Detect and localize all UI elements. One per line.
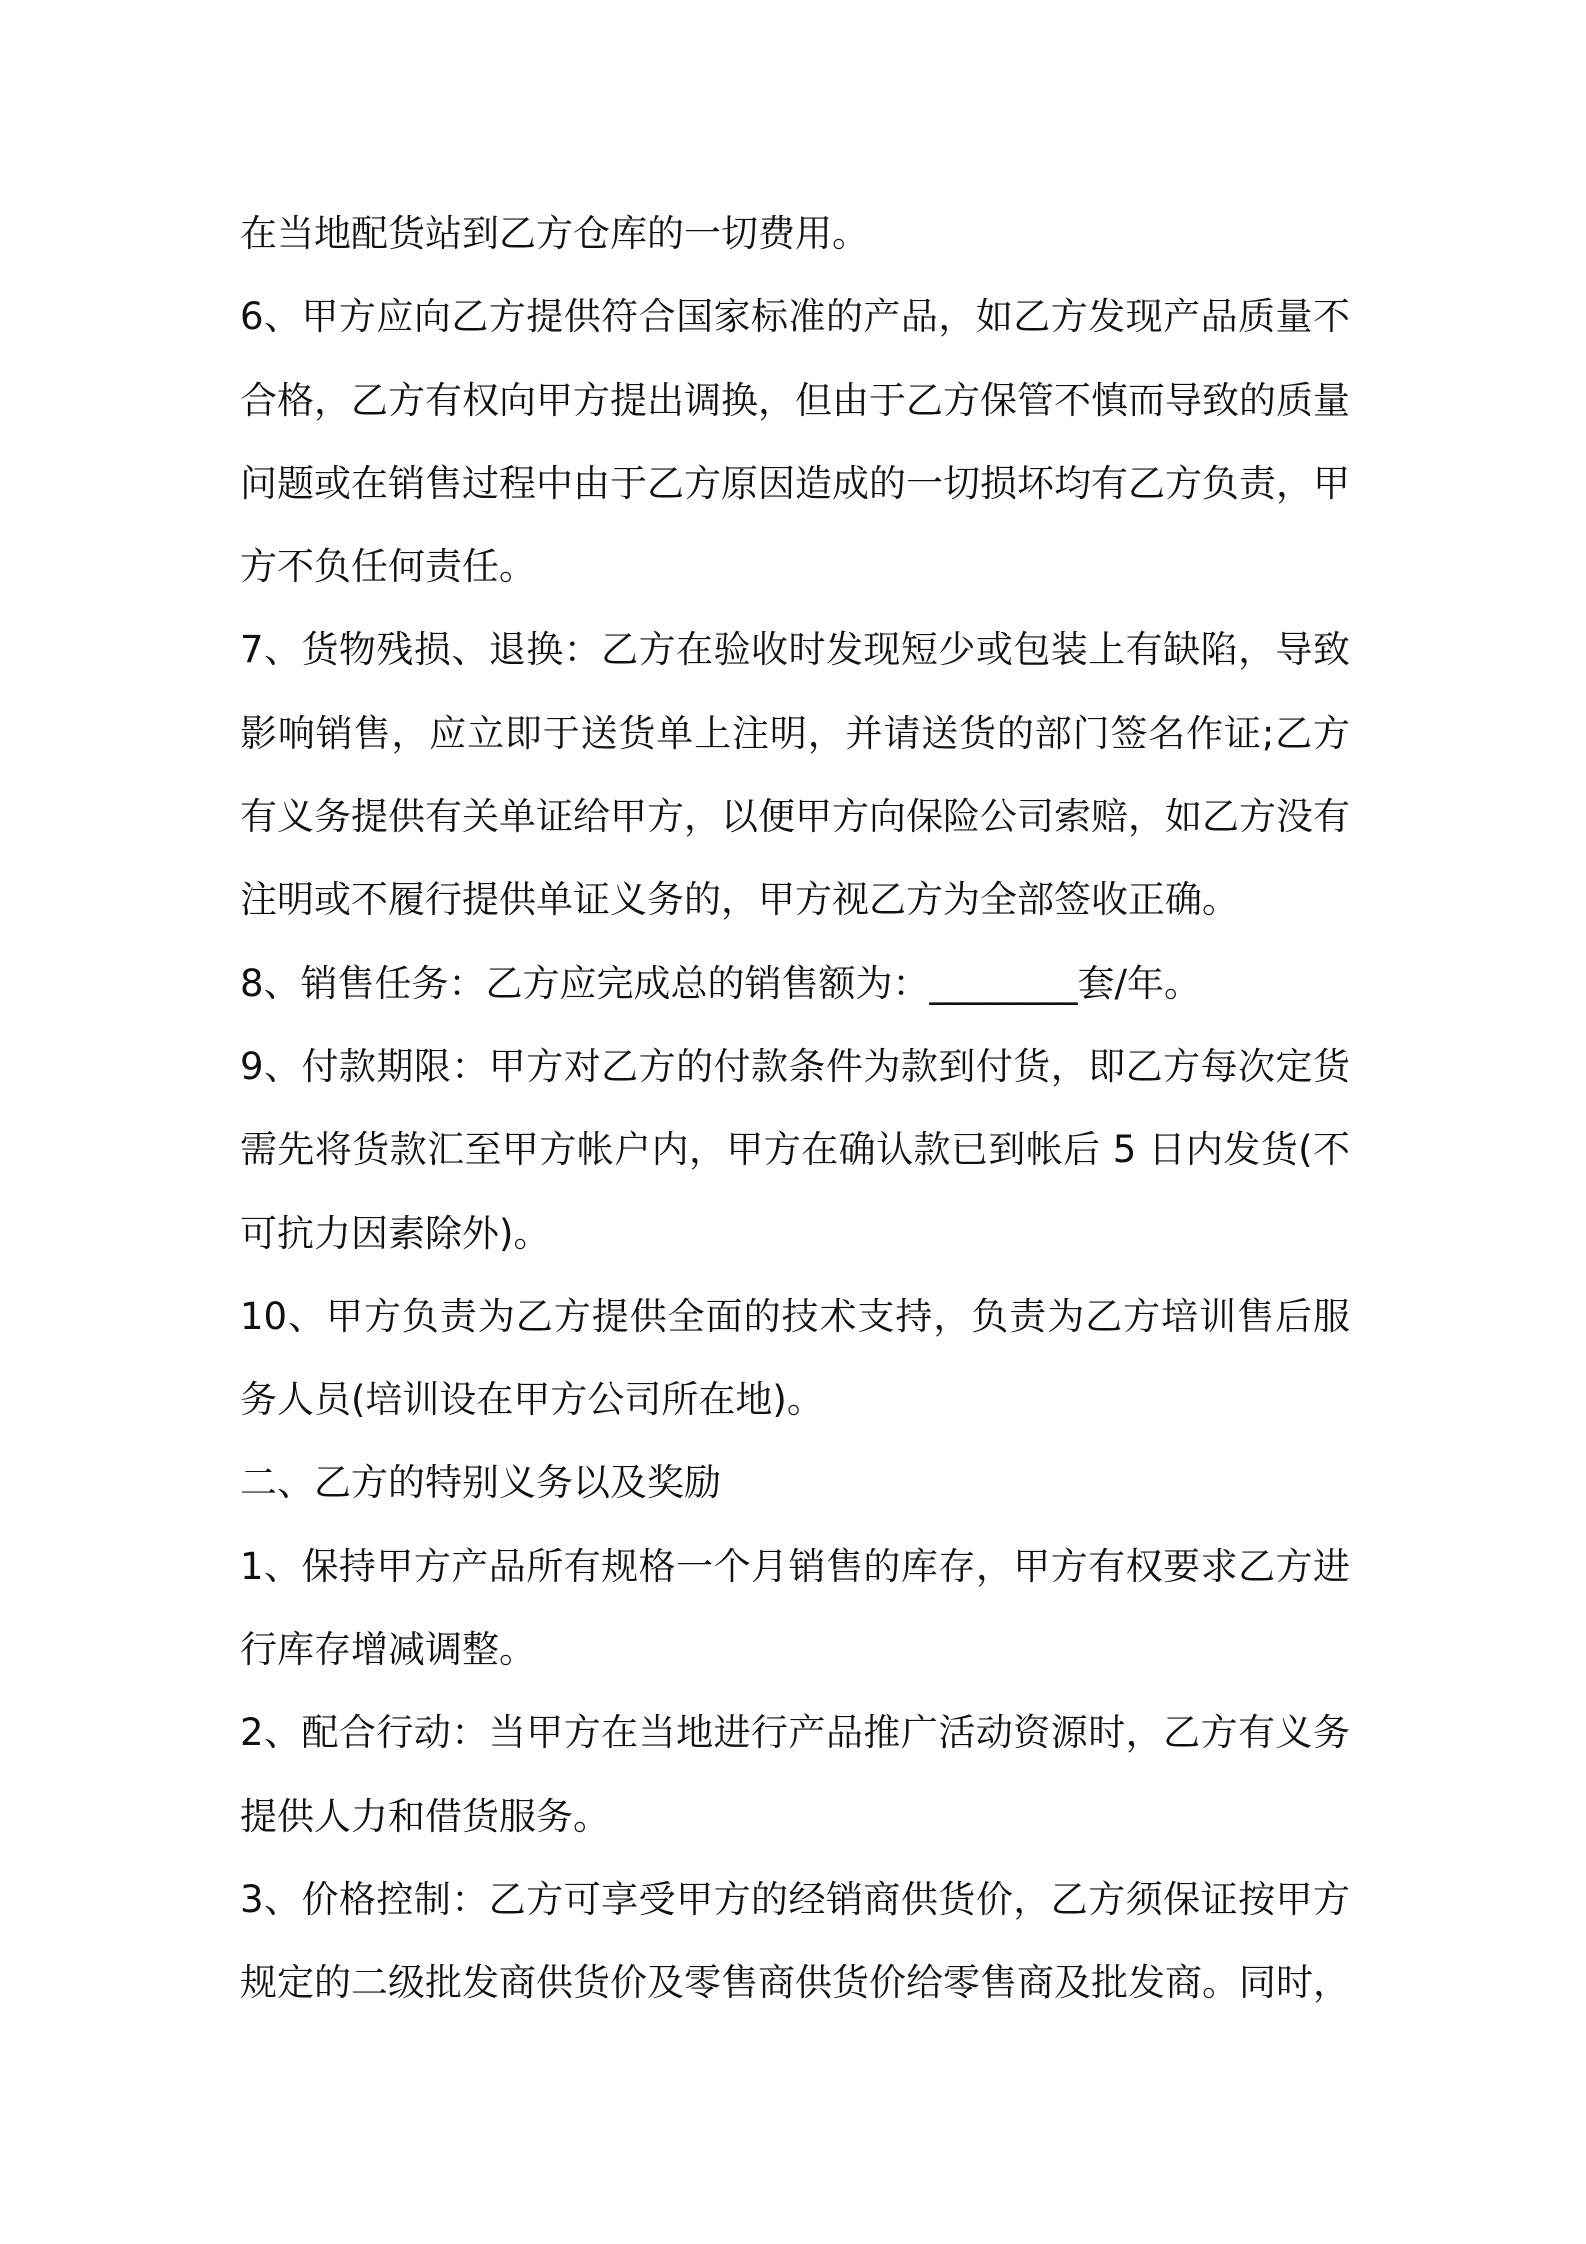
section-heading-2: 二、乙方的特别义务以及奖励	[240, 1461, 721, 1505]
paragraph-section2-clause-2: 2、配合行动：当甲方在当地进行产品推广活动资源时，乙方有义务提供人力和借货服务。	[240, 1711, 1350, 1838]
paragraph-clause-7: 7、货物残损、退换：乙方在验收时发现短少或包装上有缺陷，导致影响销售，应立即于送货单上注明，并请送货的部门签名作证;乙方有义务提供有关单证给甲方，以便甲方向保险公司索赔，如乙方没有注明或不履行提供单证义务的，甲方视乙方为全部签收正确。	[240, 628, 1350, 922]
document-body	[240, 192, 1350, 2025]
paragraph-clause-10: 10、甲方负责为乙方提供全面的技术支持，负责为乙方培训售后服务人员(培训设在甲方公司所在地)。	[240, 1294, 1350, 1422]
paragraph-section2-clause-1: 1、保持甲方产品所有规格一个月销售的库存，甲方有权要求乙方进行库存增减调整。	[240, 1544, 1350, 1672]
paragraph-clause-8: 8、销售任务：乙方应完成总的销售额为：________套/年。	[240, 961, 1202, 1005]
paragraph-clause-6: 6、甲方应向乙方提供符合国家标准的产品，如乙方发现产品质量不合格，乙方有权向甲方提出调换，但由于乙方保管不慎而导致的质量问题或在销售过程中由于乙方原因造成的一切损坏均有乙方负责，甲方不负任何责任。	[240, 295, 1350, 589]
paragraph-section2-clause-3: 3、价格控制：乙方可享受甲方的经销商供货价，乙方须保证按甲方规定的二级批发商供货价及零售商供货价给零售商及批发商。同时，	[240, 1877, 1350, 2005]
paragraph-continuation: 在当地配货站到乙方仓库的一切费用。	[240, 212, 869, 255]
paragraph-clause-9: 9、付款期限：甲方对乙方的付款条件为款到付货，即乙方每次定货需先将货款汇至甲方帐户内，甲方在确认款已到帐后 5 日内发货(不可抗力因素除外)。	[240, 1044, 1350, 1255]
